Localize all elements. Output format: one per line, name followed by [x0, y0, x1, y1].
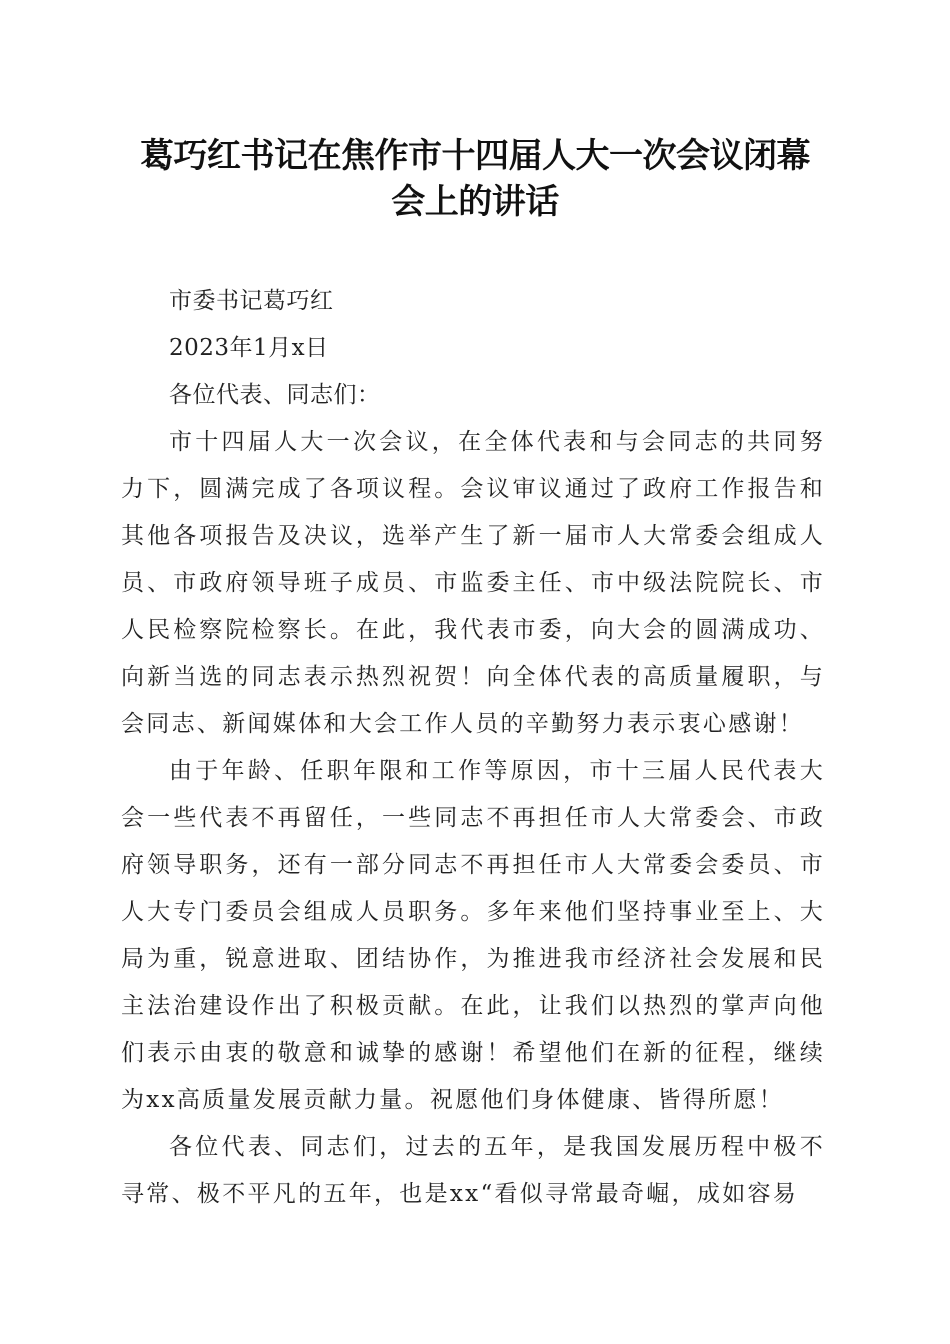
title-line-1: 葛巧红书记在焦作市十四届人大一次会议闭幕 — [140, 136, 810, 176]
date-line: 2023年1月x日 — [169, 335, 329, 361]
document-title — [100, 133, 850, 225]
document-body — [121, 278, 825, 1218]
paragraph-2: 由于年龄、任职年限和工作等原因，市十三届人民代表大会一些代表不再留任，一些同志不再担任市人大常委会、市政府领导职务，还有一部分同志不再担任市人大常委会委员、市人大专门委员会组成人员职务。多年来他们坚持事业至上、大局为重，锐意进取、团结协作，为推进我市经济社会发展和民主法治建设作出了积极贡献。在此，让我们以热烈的掌声向他们表示由衷的敬意和诚挚的感谢！希望他们在新的征程，继续为xx高质量发展贡献力量。祝愿他们身体健康、皆得所愿！ — [121, 758, 825, 1113]
title-line-2: 会上的讲话 — [391, 182, 559, 222]
paragraph-3: 各位代表、同志们，过去的五年，是我国发展历程中极不寻常、极不平凡的五年，也是xx“看似寻常最奇崛，成如容易 — [121, 1134, 825, 1207]
author-line: 市委书记葛巧红 — [169, 288, 334, 314]
salutation: 各位代表、同志们： — [169, 382, 381, 408]
paragraph-1: 市十四届人大一次会议，在全体代表和与会同志的共同努力下，圆满完成了各项议程。会议审议通过了政府工作报告和其他各项报告及决议，选举产生了新一届市人大常委会组成人员、市政府领导班子成员、市监委主任、市中级法院院长、市人民检察院检察长。在此，我代表市委，向大会的圆满成功、向新当选的同志表示热烈祝贺！向全体代表的高质量履职，与会同志、新闻媒体和大会工作人员的辛勤努力表示衷心感谢！ — [121, 429, 825, 737]
